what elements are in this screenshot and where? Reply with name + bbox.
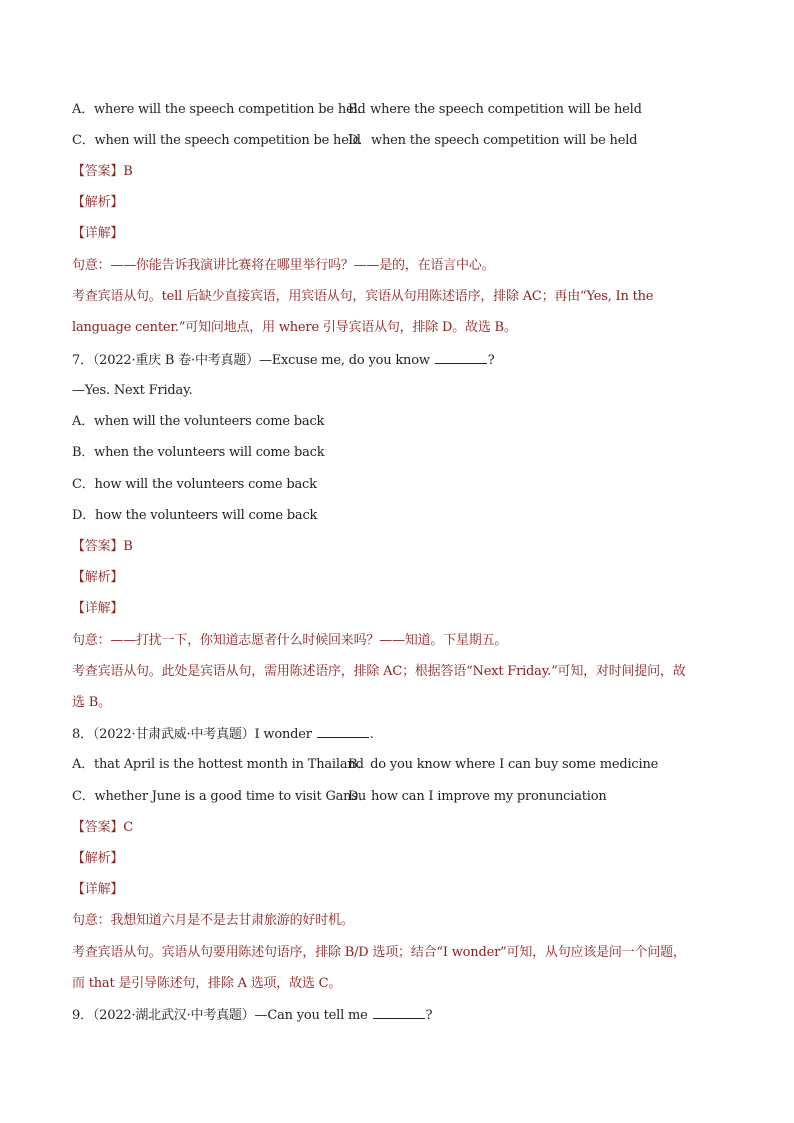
- q6-option-c: C．when will the speech competition be held: [72, 133, 361, 148]
- q8-stem-text: 8．（2022·甘肃武威·中考真题）I wonder: [72, 727, 312, 742]
- q8-option-d: D．how can I improve my pronunciation: [348, 789, 607, 804]
- q7-option-c: C．how will the volunteers come back: [72, 477, 317, 492]
- q7-stem: [72, 351, 494, 370]
- q7-answer: 【答案】B: [72, 539, 133, 554]
- q7-answer-blank: [435, 351, 487, 364]
- q6-option-d: D．when the speech competition will be held: [348, 133, 638, 148]
- q7-reply: —Yes. Next Friday.: [72, 383, 193, 398]
- q8-analysis-heading: 【解析】: [72, 851, 124, 866]
- q7-meaning: 句意：——打扰一下，你知道志愿者什么时候回来吗？——知道。下星期五。: [72, 633, 508, 648]
- q8-explanation-line-1: 考查宾语从句。宾语从句要用陈述句语序，排除 B/D 选项；结合“I wonder”可知，从句应该是问一个问题，: [72, 945, 686, 960]
- q6-detail-heading: 【详解】: [72, 226, 124, 241]
- q6-meaning: 句意：——你能告诉我演讲比赛将在哪里举行吗？——是的，在语言中心。: [72, 258, 495, 273]
- q8-option-a: A．that April is the hottest month in Thailand: [72, 757, 364, 772]
- q9-answer-blank: [373, 1006, 425, 1019]
- q8-options-row-2: [72, 788, 607, 806]
- q7-explanation-line-2: 选 B。: [72, 695, 111, 710]
- q8-explanation-line-2: 而 that 是引导陈述句，排除 A 选项，故选 C。: [72, 976, 342, 991]
- q7-explanation-line-1: 考查宾语从句。此处是宾语从句，需用陈述语序，排除 AC；根据答语“Next Friday.”可知，对时间提问，故: [72, 664, 686, 679]
- q8-stem: [72, 725, 374, 744]
- q6-options-row-2: [72, 132, 638, 150]
- q8-option-c: C．whether June is a good time to visit Gansu: [72, 789, 366, 804]
- q7-stem-text: 7．（2022·重庆 B 卷·中考真题）—Excuse me, do you know: [72, 353, 430, 368]
- q8-detail-heading: 【详解】: [72, 882, 124, 897]
- q7-option-d: D．how the volunteers will come back: [72, 508, 318, 523]
- q7-analysis-heading: 【解析】: [72, 570, 124, 585]
- q7-stem-end: ?: [487, 353, 495, 368]
- q8-answer: 【答案】C: [72, 820, 133, 835]
- q6-option-a: A．where will the speech competition be held: [72, 102, 366, 117]
- q9-stem-text: 9．（2022·湖北武汉·中考真题）—Can you tell me: [72, 1008, 368, 1023]
- q8-stem-end: .: [369, 727, 374, 742]
- q6-analysis-heading: 【解析】: [72, 195, 124, 210]
- q6-explanation-line-2: language center.”可知问地点，用 where 引导宾语从句，排除 D。故选 B。: [72, 320, 517, 335]
- q9-stem: [72, 1006, 432, 1025]
- q8-option-b: B．do you know where I can buy some medicine: [348, 757, 659, 772]
- q7-option-a: A．when will the volunteers come back: [72, 414, 325, 429]
- q8-options-row-1: [72, 756, 659, 774]
- q7-option-b: B．when the volunteers will come back: [72, 445, 325, 460]
- q8-meaning: 句意：我想知道六月是不是去甘肃旅游的好时机。: [72, 913, 354, 928]
- q8-answer-blank: [317, 725, 369, 738]
- q6-answer: 【答案】B: [72, 164, 133, 179]
- q9-stem-end: ?: [425, 1008, 433, 1023]
- q6-option-b: B．where the speech competition will be held: [348, 102, 642, 117]
- q6-explanation-line-1: 考查宾语从句。tell 后缺少直接宾语，用宾语从句，宾语从句用陈述语序，排除 AC；再由“Yes, In the: [72, 289, 654, 304]
- q6-options-row-1: [72, 101, 642, 119]
- q7-detail-heading: 【详解】: [72, 601, 124, 616]
